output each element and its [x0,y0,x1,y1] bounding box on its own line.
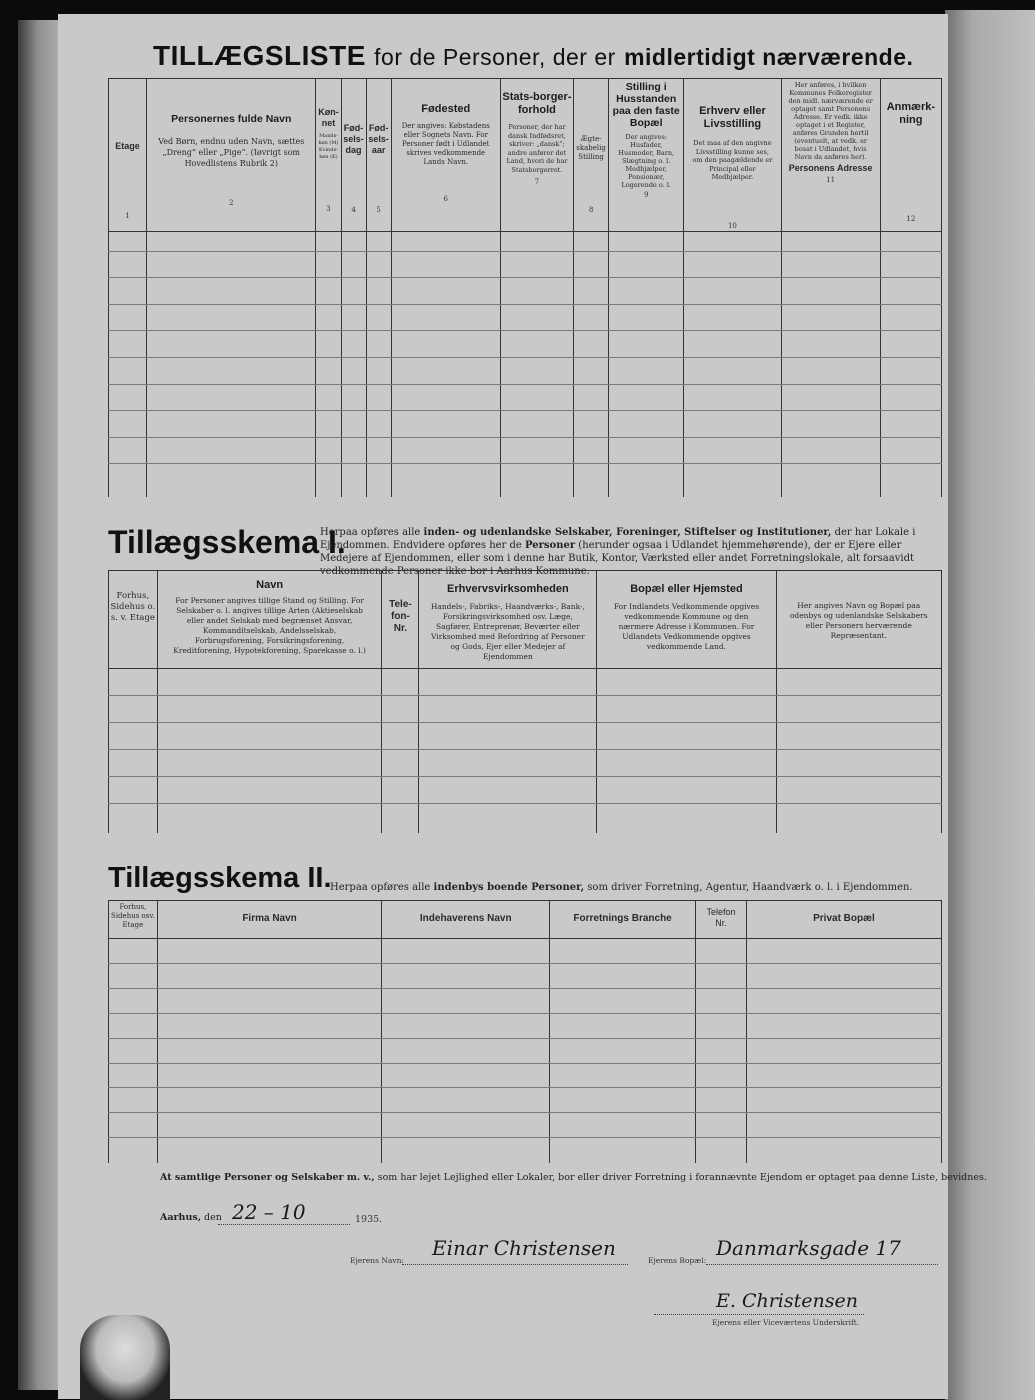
col-header: Køn-net Mands-køn (M) Kvinde-køn (K) 3 [316,79,341,232]
col-header: Indehaverens Navn [382,901,550,939]
owner-name-label: Ejerens Navn: [350,1256,404,1265]
ruled-line [108,1137,942,1138]
owner-address-handwritten: Danmarksgade 17 [716,1236,901,1260]
date-handwritten: 22 – 10 [232,1200,306,1224]
owner-name-handwritten: Einar Christensen [432,1236,616,1260]
signature-handwritten: E. Christensen [716,1290,858,1312]
skema1-intro: Herpaa opføres alle inden- og udenlandske Selskaber, Foreninger, Stiftelser og Institutioner, der har Lokale i Ejendommen. Endvidere opføres her de Personer (herunder ogsaa i Udlandet hjemmehørende), der er Ejere eller Medejere af Ejendommen, eller som i denne har Butik, Kontor, Værksted eller andet Forretningslokale, alt forsaavidt vedkommende Personer ikke bor i Aarhus Kommune. [320,527,916,577]
col-header: Her angives Navn og Bopæl paa odenbys og udenlandske Selskabers eller Personers herværende Repræsentant. [776,571,941,669]
col-header: Ægte-skabelig Stilling 8 [574,79,609,232]
ruled-line [108,251,942,252]
ruled-line [108,1013,942,1014]
col-header: Firma Navn [157,901,382,939]
col-header: Etage 1 [109,79,147,232]
header-row [109,79,942,232]
ruled-line [108,1112,942,1113]
ruled-line [108,437,942,438]
ruled-line [108,463,942,464]
col-header: Anmærk-ning 12 [880,79,941,232]
body-row [109,231,942,497]
attestation-text: At samtlige Personer og Selskaber m. v., som har lejet Lejlighed eller Lokaler, bor eller driver Forretning i forannævnte Ejendom er optaget paa denne Liste, bevidnes. [160,1172,987,1183]
col-header: Erhvervsvirksomheden Handels-, Fabriks-, Haandværks-, Bank-, Forsikringsvirksomhed osv. Læge, Sagfører, Entreprenør, Beværter eller Virksomhed med Befordring af Personer og Gods, Ejer eller Medejer af Ejendommen [419,571,597,669]
binder-clip [80,1315,170,1400]
ruled-line [108,357,942,358]
ruled-line [108,304,942,305]
col-header: Tele-fon-Nr. [382,571,419,669]
body-row [109,939,942,1163]
page-right-edge [945,10,1035,1400]
header-row [109,901,942,939]
skema2-table [108,900,942,1163]
title-sub: for de Personer, der er [374,44,616,70]
col-header: Personernes fulde Navn Ved Børn, endnu uden Navn, sættes „Dreng“ eller „Pige“. (Iøvrigt som Hovedlistens Rubrik 2) 2 [147,79,316,232]
body-row [109,669,942,833]
skema1-table [108,570,942,833]
signature-line [654,1314,864,1315]
col-header: Stilling i Husstanden paa den faste Bopæl Der angives: Husfader, Husmoder, Barn, Slægtning o. l. Medhjælper, Pensionær, Logerende o. l. 9 [609,79,684,232]
col-header: Navn For Personer angives tillige Stand og Stilling. For Selskaber o. l. angives tillige Arten (Aktieselskab eller andet Selskab med begrænset Ansvar, Kommanditselskab, Andelsselskab, Forbrugsforening, Forsikringsforening, Kreditforening, Hypotekforening, Sparekasse o. l.) [157,571,382,669]
skema1-title: Tillægsskema I. [108,524,346,560]
col-header: Telefon Nr. [696,901,747,939]
col-header: Forhus, Sidehus o. s. v. Etage [109,571,158,669]
title-sub-bold: midlertidigt nærværende. [624,44,914,70]
skema2-title: Tillægsskema II. [108,862,332,894]
ruled-line [108,776,942,777]
owner-name-line [402,1264,628,1265]
col-header: Fød-sels-dag 4 [341,79,366,232]
col-header: Forretnings Branche [550,901,696,939]
tillaegsliste-table [108,78,942,497]
col-header: Stats-borger-forhold Personer, der har dansk Indfødsret, skriver: „dansk“; andre anfører det Land, hvori de har Statsborgerret. 7 [500,79,573,232]
ruled-line [108,1063,942,1064]
ruled-line [108,722,942,723]
owner-address-label: Ejerens Bopæl: [648,1256,707,1265]
main-title [153,40,913,72]
col-header: Her anføres, i hvilken Kommunes Folkeregister den midl. nærværende er optaget samt Personens Adresse. Er vedk. ikke optaget i et Register, anføres Grunden hertil (eventuelt, at vedk. er bosat i Udlandet, hvis Navn da anføres her). Personens Adresse 11 [781,79,880,232]
ruled-line [108,330,942,331]
title-main: TILLÆGSLISTE [153,40,366,71]
col-header: Bopæl eller Hjemsted For Indlandets Vedkommende opgives vedkommende Kommune og den nærmere Adresse i Kommunen. For Udlandets Vedkommende opgives vedkommende Land. [597,571,776,669]
date-line: Aarhus, den [160,1212,222,1223]
signature-label: Ejerens eller Viceværtens Underskrift. [712,1318,860,1327]
ruled-line [108,384,942,385]
ruled-line [108,988,942,989]
col-header: Fødested Der angives: Købstadens eller Sognets Navn. For Personer født i Udlandet skrives vedkommende Lands Navn. 6 [391,79,500,232]
col-header: Fød-sels-aar 5 [366,79,391,232]
ruled-line [108,695,942,696]
ruled-line [108,277,942,278]
ruled-line [108,963,942,964]
col-header: Erhverv eller Livsstilling Det maa af den angivne Livsstilling kunne ses, om den paagældende er Principal eller Medhjælper. 10 [684,79,781,232]
ruled-line [108,1087,942,1088]
col-header: Forhus, Sidehus osv. Etage [109,901,158,939]
ruled-line [108,410,942,411]
col-header: Privat Bopæl [746,901,941,939]
header-row [109,571,942,669]
ruled-line [108,1038,942,1039]
date-line-dots [218,1224,350,1225]
year-label: 1935. [355,1214,383,1225]
skema2-intro: Herpaa opføres alle indenbys boende Personer, som driver Forretning, Agentur, Haandværk o. l. i Ejendommen. [330,882,913,893]
ruled-line [108,749,942,750]
owner-address-line [706,1264,938,1265]
ruled-line [108,803,942,804]
